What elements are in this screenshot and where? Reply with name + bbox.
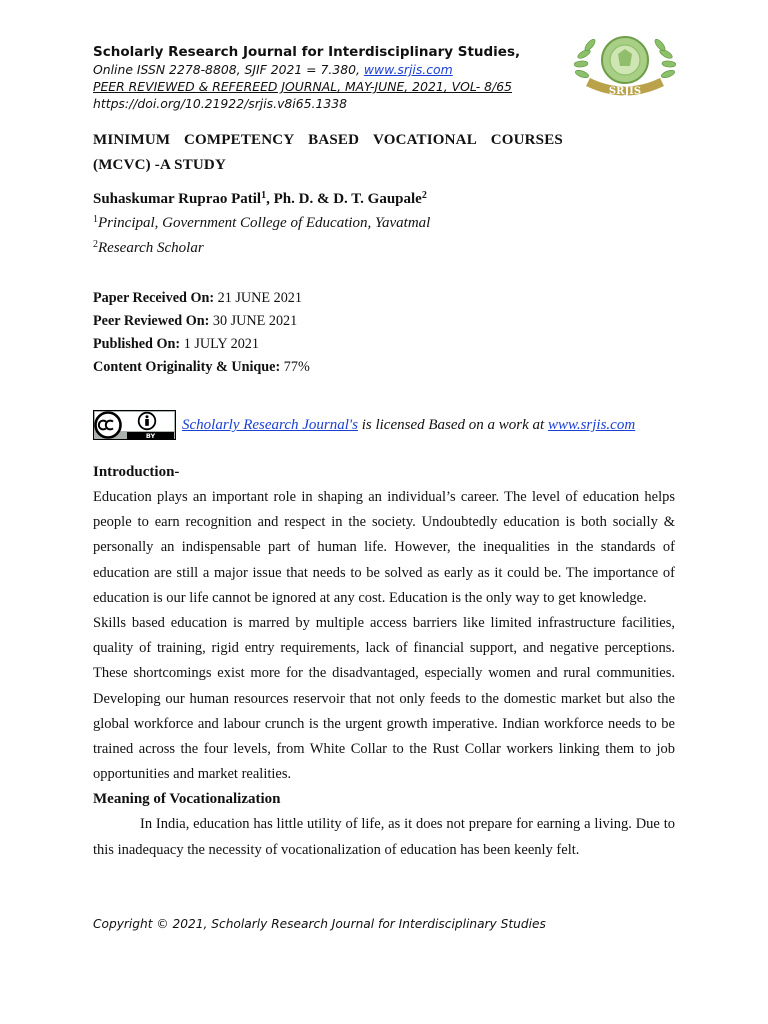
affiliation-text: Research Scholar	[98, 240, 204, 256]
copyright-footer: Copyright © 2021, Scholarly Research Journal for Interdisciplinary Studies	[93, 917, 546, 931]
title-word: BASED	[308, 132, 360, 148]
srjis-logo	[574, 30, 676, 100]
paragraph: Skills based education is marred by multiple access barriers like limited infrastructure facilities, quality of training, rigid entry requirements, lack of financial support, and negative perceptions. These shortcomings exist more for the disadvantaged, especially women and rural communities. Developing our human resources reservoir that not only feeds to the domestic market but also the global workforce and labour crunch is the urgent growth imperative. Indian workforce needs to be trained across the four levels, from White Collar to the Rust Collar workers linking them to job opportunities and market realities.	[93, 615, 675, 783]
meta-row	[93, 356, 310, 379]
author-line	[93, 189, 427, 209]
author-rest: , Ph. D. & D. T. Gaupale	[266, 191, 422, 207]
meaning-heading: Meaning of Vocationalization	[93, 791, 281, 808]
introduction-heading: Introduction-	[93, 464, 180, 480]
journal-header	[93, 43, 563, 112]
license-middle: is licensed Based on a work at	[357, 417, 548, 433]
paper-title	[93, 128, 563, 178]
doi-line: https://doi.org/10.21922/srjis.v8i65.1338	[93, 96, 347, 111]
title-line-1	[93, 128, 563, 153]
article-body	[93, 460, 675, 863]
meta-value: 77%	[280, 359, 310, 375]
affiliation-text: Principal, Government College of Education, Yavatmal	[98, 215, 431, 231]
meta-value: 1 JULY 2021	[180, 336, 259, 352]
meta-row	[93, 287, 310, 310]
meta-row	[93, 333, 310, 356]
journal-website-link[interactable]: www.srjis.com	[363, 62, 453, 77]
title-line-2: (MCVC) -A STUDY	[93, 157, 226, 173]
paper-metadata	[93, 287, 310, 379]
paragraph: In India, education has little utility of life, as it does not prepare for earning a living. Due to this inadequacy the necessity of vocationalization of education has been keenly felt.	[93, 816, 675, 858]
cc-by-text: BY	[145, 432, 156, 440]
license-text	[182, 415, 635, 435]
meta-label: Content Originality & Unique:	[93, 359, 281, 375]
affiliation-sup: 2	[93, 239, 98, 250]
peer-review-line: PEER REVIEWED & REFEREED JOURNAL, MAY-JUNE, 2021, VOL- 8/65	[93, 79, 512, 94]
title-word: COURSES	[490, 132, 563, 148]
journal-license-link[interactable]: Scholarly Research Journal's	[182, 417, 358, 433]
meta-value: 30 JUNE 2021	[209, 313, 298, 329]
author-name: Suhaskumar Ruprao Patil	[93, 191, 262, 207]
affiliation-2	[93, 238, 204, 258]
meta-row	[93, 310, 310, 333]
issn-text: Online ISSN 2278-8808, SJIF 2021 = 7.380,	[93, 62, 364, 77]
title-word: VOCATIONAL	[372, 132, 477, 148]
meta-value: 21 JUNE 2021	[214, 290, 302, 306]
meta-label: Paper Received On:	[93, 290, 215, 306]
affiliation-sup: 1	[93, 214, 98, 225]
meta-label: Published On:	[93, 336, 181, 352]
meta-label: Peer Reviewed On:	[93, 313, 210, 329]
logo-text: SRJIS	[608, 86, 642, 97]
title-word: MINIMUM	[93, 132, 171, 148]
paragraph: Education plays an important role in shaping an individual’s career. The level of education helps people to earn recognition and respect in the society. Undoubtedly education is both socially & personally an indispensable part of human life. However, the inequalities in the standards of education are still a major issue that needs to be solved as early as it could be. The importance of education is our life cannot be ignored at any cost. Education is the only way to get knowledge.	[93, 489, 675, 606]
work-website-link[interactable]: www.srjis.com	[547, 417, 636, 433]
license-row	[93, 410, 635, 440]
issn-line	[93, 61, 563, 78]
cc-by-license-icon[interactable]	[93, 410, 176, 440]
author-sup: 1	[261, 190, 267, 201]
title-word: COMPETENCY	[184, 132, 295, 148]
author-sup: 2	[421, 190, 427, 201]
journal-title: Scholarly Research Journal for Interdisciplinary Studies,	[93, 44, 521, 60]
affiliation-1	[93, 213, 430, 233]
